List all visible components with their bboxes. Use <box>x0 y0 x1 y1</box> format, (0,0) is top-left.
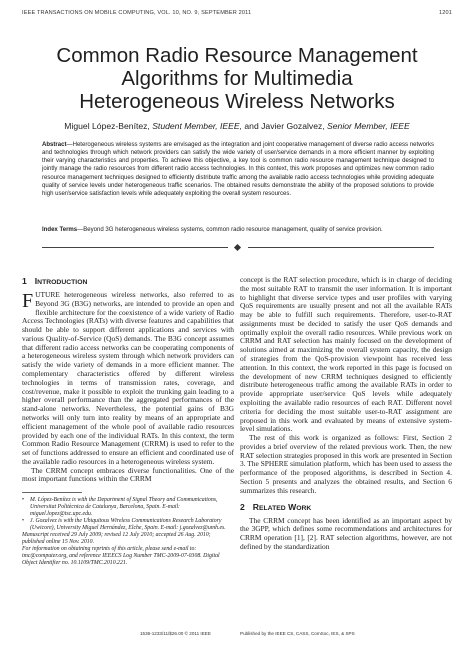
author-2-role: Senior Member, IEEE <box>327 121 410 131</box>
title-line-1: Common Radio Resource Management <box>56 44 418 67</box>
page-number: 1201 <box>438 10 452 16</box>
section-title-rest: ORK <box>296 504 312 512</box>
journal-header: IEEE TRANSACTIONS ON MOBILE COMPUTING, VOL. 10, NO. 9, SEPTEMBER 2011 <box>22 10 252 16</box>
related-work-body <box>240 517 452 552</box>
title-line-3: Heterogeneous Wireless Networks <box>79 90 395 113</box>
section-title-initial: I <box>34 276 38 286</box>
author-conjunction: and Javier Gozalvez, <box>244 121 325 131</box>
abstract-label: Abstract <box>42 142 67 148</box>
publisher-line: Published by the IEEE CS, CASS, ComSoc, IES, & SPS <box>240 631 355 636</box>
index-terms <box>42 226 434 234</box>
footnote-text: M. López-Benítez is with the Department of Signal Theory and Communications, Universitat Politècnica de Catalunya, Barcelona, Spain. E-mail: miguel.lopez@tsc.upc.edu. <box>30 497 218 518</box>
paragraph <box>22 291 234 467</box>
index-terms-label: Index Terms <box>42 227 78 233</box>
running-head <box>22 10 452 16</box>
section-divider <box>42 243 434 251</box>
right-column <box>240 276 452 552</box>
section-heading-related-work <box>240 502 452 512</box>
footnote-item <box>22 497 234 518</box>
author-list <box>20 121 454 131</box>
paragraph: The CRRM concept embraces diverse functionalities. One of the most important functions within the CRRM <box>22 465 234 484</box>
manuscript-dates: Manuscript received 29 July 2009; revised 12 July 2010; accepted 26 Aug. 2010; published online 15 Nov. 2010. <box>22 532 211 546</box>
section-title-mid: ELATED <box>259 504 286 512</box>
reprints-info: For information on obtaining reprints of this article, please send e-mail to: tmc@computer.org, and reference IEEECS Log Number TMC-2009-07-0308. Digital Object Identifier no. 10.1109/TMC.2010.221. <box>22 546 220 567</box>
introduction-body <box>22 291 234 484</box>
drop-cap: F <box>22 290 34 312</box>
footnotes <box>22 497 234 567</box>
abstract-text: —Heterogeneous wireless systems are envisaged as the integration and joint cooperative management of diverse radio access networks and technologies through which network providers can satisfy the wide variety of user/service demands in a more efficient manner by exploiting their varying characteristics and properties. To achieve this objective, a key tool is common radio resource management technique designed to jointly manage the radio resources from different radio access technologies. In this context, this work proposes and optimizes new common radio resource management techniques designed to efficiently distribute traffic among the available radio access technologies while providing adequate quality of service levels under heterogeneous traffic scenarios. The obtained results demonstrate the ability of the proposed solutions to provide high user/service satisfaction levels while adequately exploiting the overall system resources. <box>42 142 434 197</box>
section-number: 1 <box>22 276 27 286</box>
footnote-item <box>22 518 234 532</box>
diamond-icon <box>234 243 241 250</box>
left-column <box>22 276 234 567</box>
divider-line-right <box>248 247 434 248</box>
author-1-role: Student Member, IEEE, <box>152 121 243 131</box>
section-number: 2 <box>240 501 245 512</box>
paragraph: The CRRM concept has been identified as an important aspect by the 3GPP, which defines some recommendations and architectures for CRRM operation [1], [2]. RAT selection algorithms, however, are not defined by the standardization <box>240 515 452 551</box>
section-heading-introduction <box>22 276 234 286</box>
paragraph: concept is the RAT selection procedure, which is in charge of deciding the most suitable RAT to transmit the user information. It is important to highlight that diverse service types and user profiles with varying QoS requirements are usually present and not all the available RATs may be able to fulfill such requirements. Therefore, user-to-RAT assignments must be decided to satisfy the user QoS demands and optimally exploit the overall radio resources. While previous work on CRRM and RAT selection has mainly focused on the development of solutions aimed at maximizing the overall system capacity, the design of strategies from the QoS-provision viewpoint has received less attention. In this context, the work reported in this page is focused on the development of new CRRM techniques designed to efficiently distribute heterogeneous traffic among the available RATs in order to provide appropriate user/service QoS levels while adequately exploiting the available radio resources of each RAT. Different novel criteria for deciding the most suitable user-to-RAT assignment are proposed in this work and evaluated by means of extensive system-level simulations. <box>240 275 452 434</box>
footnote-text: J. Gozalvez is with the Ubiquitous Wireless Communications Research Laboratory (Uwicore), University Miguel Hernández, Elche, Spain. E-mail: j.gozalvez@umh.es. <box>30 518 226 532</box>
paper-title <box>40 44 434 113</box>
copyright-line: 1536-1233/11/$26.00 © 2011 IEEE <box>140 631 211 636</box>
index-terms-text: —Beyond 3G heterogeneous wireless systems, common radio resource management, quality of service provision. <box>77 227 383 233</box>
divider-line-left <box>42 247 228 248</box>
section-title-rest: NTRODUCTION <box>37 279 88 286</box>
abstract <box>42 141 434 198</box>
author-1: Miguel López-Benítez, <box>64 121 150 131</box>
bullet-icon: • <box>22 518 25 525</box>
paragraph: The rest of this work is organized as follows: First, Section 2 provides a brief overview of the related previous work. Then, the new RAT selection strategies proposed in this work are presented in Section 3. The SPHERE simulation platform, which has been used to assess the performance of the proposed algorithms, is described in Section 4. Section 5 presents and analyzes the obtained results, and Section 6 summarizes this research. <box>240 433 452 495</box>
paragraph-text: UTURE heterogeneous wireless networks, also referred to as Beyond 3G (B3G) networks, are intended to provide an open and flexible architecture for the coexistence of a wide variety of Radio Access Technologies (RATs) with diverse features and capabilities that should be able to support different applications and services with various Quality-of-Service (QoS) demands. The B3G concept assumes that different radio access networks can be cooperating components of a heterogeneous wireless system through which network providers can satisfy the wide variety of demands in a more efficient manner. The complementary characteristics offered by different wireless technologies in terms of transmission rates, coverage, and cost/revenue, make it possible to exploit the trunking gain leading to a higher overall performance than the aggregated performances of the stand-alone networks. Nevertheless, the potential gains of B3G networks will only turn into reality by means of an appropriate and efficient management of the whole pool of available radio resources provided by each one of the individual RATs. In this context, the term Common Radio Resource Management (CRRM) is used to refer to the set of functions addressed to ensure an efficient and coordinated use of the available radio resources in a heterogeneous wireless system. <box>22 290 234 466</box>
bullet-icon: • <box>22 497 25 504</box>
section-title-initial: R <box>252 501 259 512</box>
footnote-rule <box>22 492 82 493</box>
right-column-body <box>240 276 452 496</box>
title-line-2: Algorithms for Multimedia <box>121 67 353 90</box>
section-title-initial-2: W <box>288 501 297 512</box>
